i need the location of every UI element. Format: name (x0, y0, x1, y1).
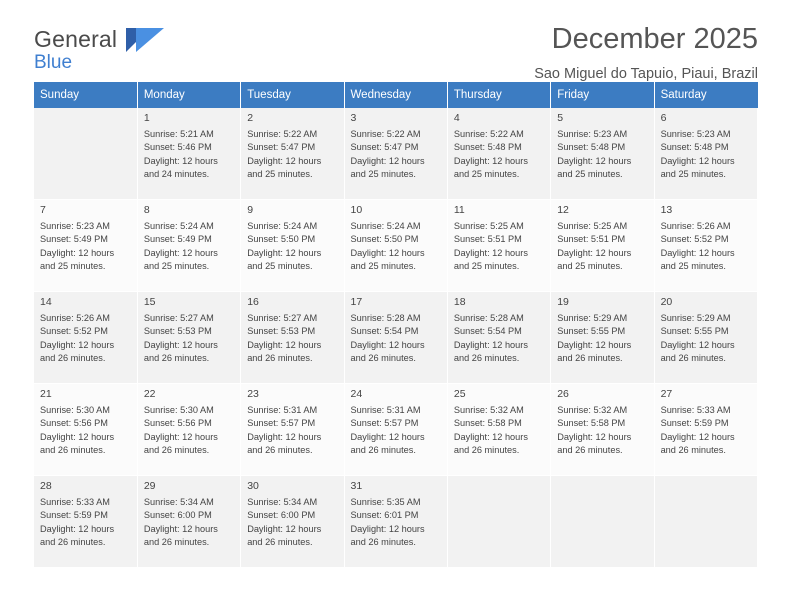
day-detail-line: Sunset: 5:47 PM (247, 142, 316, 153)
day-number: 18 (453, 296, 466, 308)
day-detail-line: Daylight: 12 hours (660, 339, 735, 350)
day-details (144, 496, 235, 550)
day-detail-line: Daylight: 12 hours (40, 431, 115, 442)
day-detail-line: Sunrise: 5:25 AM (557, 221, 628, 231)
day-detail-line: Sunset: 5:52 PM (660, 234, 729, 245)
day-detail-line: Sunrise: 5:22 AM (247, 129, 318, 139)
calendar-day-cell[interactable] (34, 292, 137, 384)
day-details (557, 128, 648, 182)
calendar-empty-cell (447, 476, 550, 568)
day-number: 12 (557, 204, 569, 216)
day-detail-line: Sunset: 6:00 PM (247, 510, 316, 521)
day-number: 22 (143, 388, 156, 400)
calendar-day-cell[interactable] (34, 384, 137, 476)
page-header (34, 0, 758, 82)
day-detail-line: Sunrise: 5:27 AM (143, 313, 214, 323)
day-detail-line: Daylight: 12 hours (247, 155, 322, 166)
day-number: 27 (660, 388, 673, 400)
day-details (557, 404, 648, 458)
title-block (534, 22, 758, 84)
day-detail-line: Sunset: 5:53 PM (247, 326, 316, 337)
day-details (247, 496, 338, 550)
day-detail-line: and 25 minutes. (453, 261, 520, 272)
day-details (351, 496, 442, 550)
day-detail-line: Sunrise: 5:26 AM (660, 221, 731, 231)
day-details (454, 312, 545, 366)
day-number: 24 (350, 388, 363, 400)
day-details (661, 220, 752, 274)
day-number: 15 (143, 296, 156, 308)
day-detail-line: Daylight: 12 hours (40, 247, 115, 258)
calendar-day-cell[interactable] (241, 200, 344, 292)
day-detail-line: Sunset: 5:58 PM (557, 418, 626, 429)
day-detail-line: Daylight: 12 hours (247, 523, 322, 534)
calendar-day-cell[interactable] (137, 384, 240, 476)
day-detail-line: and 26 minutes. (247, 445, 313, 456)
location-subtitle: Sao Miguel do Tapuio, Piaui, Brazil (534, 66, 758, 82)
calendar-day-cell[interactable] (344, 384, 447, 476)
day-number: 20 (660, 296, 673, 308)
day-details (661, 128, 752, 182)
day-detail-line: Sunset: 5:48 PM (453, 142, 522, 153)
calendar-day-cell[interactable] (137, 200, 240, 292)
day-number: 25 (453, 388, 466, 400)
day-detail-line: and 26 minutes. (143, 537, 210, 548)
day-number: 31 (350, 480, 363, 492)
weekday-header-row (34, 82, 758, 108)
day-detail-line: Daylight: 12 hours (453, 155, 528, 166)
day-number: 23 (247, 388, 259, 400)
day-details (661, 312, 752, 366)
day-detail-line: Sunset: 5:54 PM (350, 326, 419, 337)
day-detail-line: Sunset: 5:51 PM (453, 234, 522, 245)
day-detail-line: Daylight: 12 hours (453, 247, 528, 258)
day-detail-line: and 25 minutes. (350, 261, 416, 272)
day-detail-line: Sunset: 5:55 PM (660, 326, 729, 337)
day-detail-line: Sunset: 6:00 PM (143, 510, 212, 521)
day-detail-line: and 26 minutes. (350, 537, 416, 548)
day-detail-line: Sunset: 5:58 PM (453, 418, 522, 429)
day-detail-line: Sunrise: 5:26 AM (40, 313, 110, 323)
day-detail-line: Sunrise: 5:34 AM (247, 497, 318, 507)
day-detail-line: and 26 minutes. (453, 445, 520, 456)
day-number: 28 (40, 480, 52, 492)
calendar-day-cell[interactable] (447, 384, 550, 476)
day-number: 11 (453, 204, 465, 216)
day-details (661, 404, 752, 458)
day-detail-line: Sunrise: 5:35 AM (350, 497, 421, 507)
day-detail-line: and 26 minutes. (143, 445, 210, 456)
day-number: 4 (453, 112, 460, 124)
calendar-day-cell[interactable] (447, 292, 550, 384)
day-detail-line: Daylight: 12 hours (350, 247, 425, 258)
day-number: 10 (350, 204, 363, 216)
calendar-week-row (34, 200, 758, 292)
calendar-day-cell[interactable] (654, 200, 757, 292)
day-number: 17 (350, 296, 363, 308)
calendar-day-cell[interactable] (654, 108, 757, 200)
calendar-body (34, 108, 758, 568)
day-details (40, 220, 132, 274)
day-detail-line: Daylight: 12 hours (453, 431, 528, 442)
weekday-header-wednesday: Wednesday (344, 82, 447, 108)
weekday-header-friday: Friday (551, 82, 654, 108)
day-number: 14 (40, 296, 52, 308)
calendar-week-row (34, 384, 758, 476)
day-number: 13 (660, 204, 673, 216)
day-detail-line: Sunrise: 5:28 AM (350, 313, 421, 323)
day-detail-line: and 25 minutes. (247, 169, 313, 180)
day-number: 3 (350, 112, 357, 124)
day-detail-line: Sunset: 5:57 PM (350, 418, 419, 429)
day-detail-line: Sunset: 5:48 PM (557, 142, 626, 153)
day-detail-line: Sunset: 5:59 PM (660, 418, 729, 429)
day-details (351, 312, 442, 366)
calendar-week-row (34, 476, 758, 568)
day-detail-line: Daylight: 12 hours (143, 339, 218, 350)
day-detail-line: Daylight: 12 hours (247, 247, 322, 258)
day-details (40, 496, 132, 550)
day-detail-line: and 26 minutes. (143, 353, 210, 364)
day-detail-line: Daylight: 12 hours (143, 155, 218, 166)
day-detail-line: Daylight: 12 hours (143, 247, 218, 258)
weekday-header-thursday: Thursday (447, 82, 550, 108)
calendar-day-cell[interactable] (654, 384, 757, 476)
day-number: 1 (143, 112, 150, 124)
day-detail-line: Sunrise: 5:25 AM (453, 221, 524, 231)
calendar-day-cell[interactable] (344, 292, 447, 384)
day-detail-line: Sunrise: 5:27 AM (247, 313, 318, 323)
day-number: 2 (247, 112, 254, 124)
day-detail-line: Sunset: 5:49 PM (40, 234, 108, 245)
day-detail-line: Sunset: 5:56 PM (40, 418, 108, 429)
day-details (351, 128, 442, 182)
flag-icon (126, 28, 164, 52)
day-details (40, 404, 132, 458)
day-detail-line: Daylight: 12 hours (247, 339, 322, 350)
day-detail-line: Sunset: 5:49 PM (143, 234, 212, 245)
day-detail-line: Sunrise: 5:32 AM (557, 405, 628, 415)
calendar-table (34, 82, 758, 568)
calendar-day-cell[interactable] (34, 476, 137, 568)
day-details (247, 312, 338, 366)
day-detail-line: Sunrise: 5:29 AM (557, 313, 628, 323)
day-details (557, 312, 648, 366)
calendar-day-cell[interactable] (137, 476, 240, 568)
day-detail-line: and 26 minutes. (350, 445, 416, 456)
day-detail-line: Sunset: 5:56 PM (143, 418, 212, 429)
day-detail-line: Daylight: 12 hours (350, 523, 425, 534)
day-detail-line: Daylight: 12 hours (350, 339, 425, 350)
day-detail-line: Daylight: 12 hours (557, 339, 632, 350)
day-number: 5 (557, 112, 564, 124)
day-details (247, 404, 338, 458)
day-detail-line: Sunrise: 5:23 AM (557, 129, 628, 139)
calendar-day-cell[interactable] (241, 292, 344, 384)
day-detail-line: and 25 minutes. (143, 261, 210, 272)
day-detail-line: Sunset: 5:59 PM (40, 510, 108, 521)
day-detail-line: and 25 minutes. (660, 261, 726, 272)
day-detail-line: Sunrise: 5:32 AM (453, 405, 524, 415)
calendar-day-cell[interactable] (241, 476, 344, 568)
weekday-header-tuesday: Tuesday (241, 82, 344, 108)
day-detail-line: Daylight: 12 hours (350, 431, 425, 442)
day-detail-line: Daylight: 12 hours (557, 431, 632, 442)
calendar-day-cell[interactable] (137, 108, 240, 200)
day-detail-line: Sunset: 5:46 PM (143, 142, 212, 153)
day-detail-line: Daylight: 12 hours (143, 523, 218, 534)
day-detail-line: Sunrise: 5:31 AM (247, 405, 318, 415)
day-detail-line: Sunset: 5:54 PM (453, 326, 522, 337)
calendar-week-row (34, 292, 758, 384)
calendar-day-cell[interactable] (447, 108, 550, 200)
day-number: 7 (40, 204, 46, 216)
day-details (144, 220, 235, 274)
day-detail-line: Daylight: 12 hours (453, 339, 528, 350)
day-number: 8 (143, 204, 150, 216)
day-detail-line: Sunrise: 5:33 AM (40, 497, 110, 507)
day-detail-line: Sunset: 5:57 PM (247, 418, 316, 429)
day-detail-line: and 25 minutes. (247, 261, 313, 272)
calendar-day-cell[interactable] (551, 200, 654, 292)
day-details (557, 220, 648, 274)
day-detail-line: Daylight: 12 hours (557, 247, 632, 258)
day-detail-line: Sunset: 5:48 PM (660, 142, 729, 153)
brand-logo[interactable] (34, 26, 234, 78)
day-detail-line: Sunset: 5:50 PM (247, 234, 316, 245)
day-details (247, 128, 338, 182)
calendar-empty-cell (551, 476, 654, 568)
day-detail-line: and 26 minutes. (40, 353, 106, 364)
day-detail-line: and 26 minutes. (350, 353, 416, 364)
weekday-header-saturday: Saturday (654, 82, 757, 108)
day-detail-line: Sunrise: 5:31 AM (350, 405, 421, 415)
day-number: 30 (247, 480, 259, 492)
day-detail-line: and 26 minutes. (453, 353, 520, 364)
brand-name-blue: Blue (34, 52, 73, 73)
weekday-header-sunday: Sunday (34, 82, 137, 108)
day-detail-line: and 24 minutes. (143, 169, 210, 180)
day-detail-line: and 25 minutes. (453, 169, 520, 180)
day-detail-line: Daylight: 12 hours (247, 431, 322, 442)
calendar-day-cell[interactable] (551, 292, 654, 384)
calendar-day-cell[interactable] (654, 292, 757, 384)
day-detail-line: and 25 minutes. (660, 169, 726, 180)
day-number: 26 (557, 388, 569, 400)
day-detail-line: Sunrise: 5:22 AM (350, 129, 421, 139)
day-details (144, 312, 235, 366)
day-detail-line: Sunset: 5:52 PM (40, 326, 108, 337)
day-detail-line: Sunrise: 5:23 AM (40, 221, 110, 231)
day-detail-line: and 25 minutes. (40, 261, 106, 272)
calendar-day-cell[interactable] (344, 108, 447, 200)
day-number: 21 (40, 388, 52, 400)
day-detail-line: Sunrise: 5:30 AM (143, 405, 214, 415)
day-number: 16 (247, 296, 259, 308)
day-number: 29 (143, 480, 156, 492)
day-details (144, 404, 235, 458)
day-number: 6 (660, 112, 667, 124)
day-details (351, 404, 442, 458)
calendar-day-cell[interactable] (447, 200, 550, 292)
day-detail-line: Sunrise: 5:30 AM (40, 405, 110, 415)
day-detail-line: Sunrise: 5:21 AM (143, 129, 214, 139)
day-detail-line: Daylight: 12 hours (40, 523, 115, 534)
day-detail-line: Sunrise: 5:22 AM (453, 129, 524, 139)
day-number: 9 (247, 204, 254, 216)
day-details (40, 312, 132, 366)
calendar-week-row (34, 108, 758, 200)
weekday-header-monday: Monday (137, 82, 240, 108)
day-details (454, 128, 545, 182)
day-details (144, 128, 235, 182)
day-detail-line: Sunrise: 5:23 AM (660, 129, 731, 139)
day-detail-line: Sunset: 5:50 PM (350, 234, 419, 245)
calendar-day-cell[interactable] (241, 108, 344, 200)
day-detail-line: Daylight: 12 hours (143, 431, 218, 442)
day-detail-line: Sunrise: 5:29 AM (660, 313, 731, 323)
day-detail-line: and 26 minutes. (557, 353, 623, 364)
day-details (454, 220, 545, 274)
day-detail-line: Daylight: 12 hours (660, 155, 735, 166)
day-detail-line: and 26 minutes. (660, 353, 726, 364)
day-detail-line: Daylight: 12 hours (660, 431, 735, 442)
brand-name-general: General (34, 26, 118, 52)
day-number: 19 (557, 296, 569, 308)
day-detail-line: Sunrise: 5:34 AM (143, 497, 214, 507)
page-title: December 2025 (551, 23, 758, 55)
day-detail-line: and 26 minutes. (247, 537, 313, 548)
day-detail-line: and 25 minutes. (557, 169, 623, 180)
day-detail-line: Sunset: 5:55 PM (557, 326, 626, 337)
day-detail-line: and 25 minutes. (557, 261, 623, 272)
day-detail-line: Sunset: 5:51 PM (557, 234, 626, 245)
day-detail-line: Sunrise: 5:28 AM (453, 313, 524, 323)
calendar-day-cell[interactable] (551, 384, 654, 476)
day-detail-line: Daylight: 12 hours (350, 155, 425, 166)
day-details (454, 404, 545, 458)
day-detail-line: Sunset: 6:01 PM (350, 510, 419, 521)
day-detail-line: Sunrise: 5:33 AM (660, 405, 731, 415)
day-detail-line: Sunrise: 5:24 AM (143, 221, 214, 231)
calendar-day-cell[interactable] (344, 476, 447, 568)
calendar-day-cell[interactable] (137, 292, 240, 384)
day-detail-line: and 26 minutes. (557, 445, 623, 456)
day-detail-line: Daylight: 12 hours (660, 247, 735, 258)
calendar-empty-cell (654, 476, 757, 568)
day-detail-line: and 25 minutes. (350, 169, 416, 180)
day-detail-line: Sunrise: 5:24 AM (350, 221, 421, 231)
day-detail-line: Sunset: 5:47 PM (350, 142, 419, 153)
calendar-day-cell[interactable] (34, 200, 137, 292)
day-details (247, 220, 338, 274)
calendar-day-cell[interactable] (241, 384, 344, 476)
day-detail-line: and 26 minutes. (660, 445, 726, 456)
day-details (351, 220, 442, 274)
day-detail-line: Sunrise: 5:24 AM (247, 221, 318, 231)
calendar-day-cell[interactable] (551, 108, 654, 200)
day-detail-line: and 26 minutes. (247, 353, 313, 364)
day-detail-line: and 26 minutes. (40, 537, 106, 548)
day-detail-line: Daylight: 12 hours (40, 339, 115, 350)
day-detail-line: and 26 minutes. (40, 445, 106, 456)
day-detail-line: Daylight: 12 hours (557, 155, 632, 166)
calendar-day-cell[interactable] (344, 200, 447, 292)
calendar-empty-cell (34, 108, 137, 200)
day-detail-line: Sunset: 5:53 PM (143, 326, 212, 337)
